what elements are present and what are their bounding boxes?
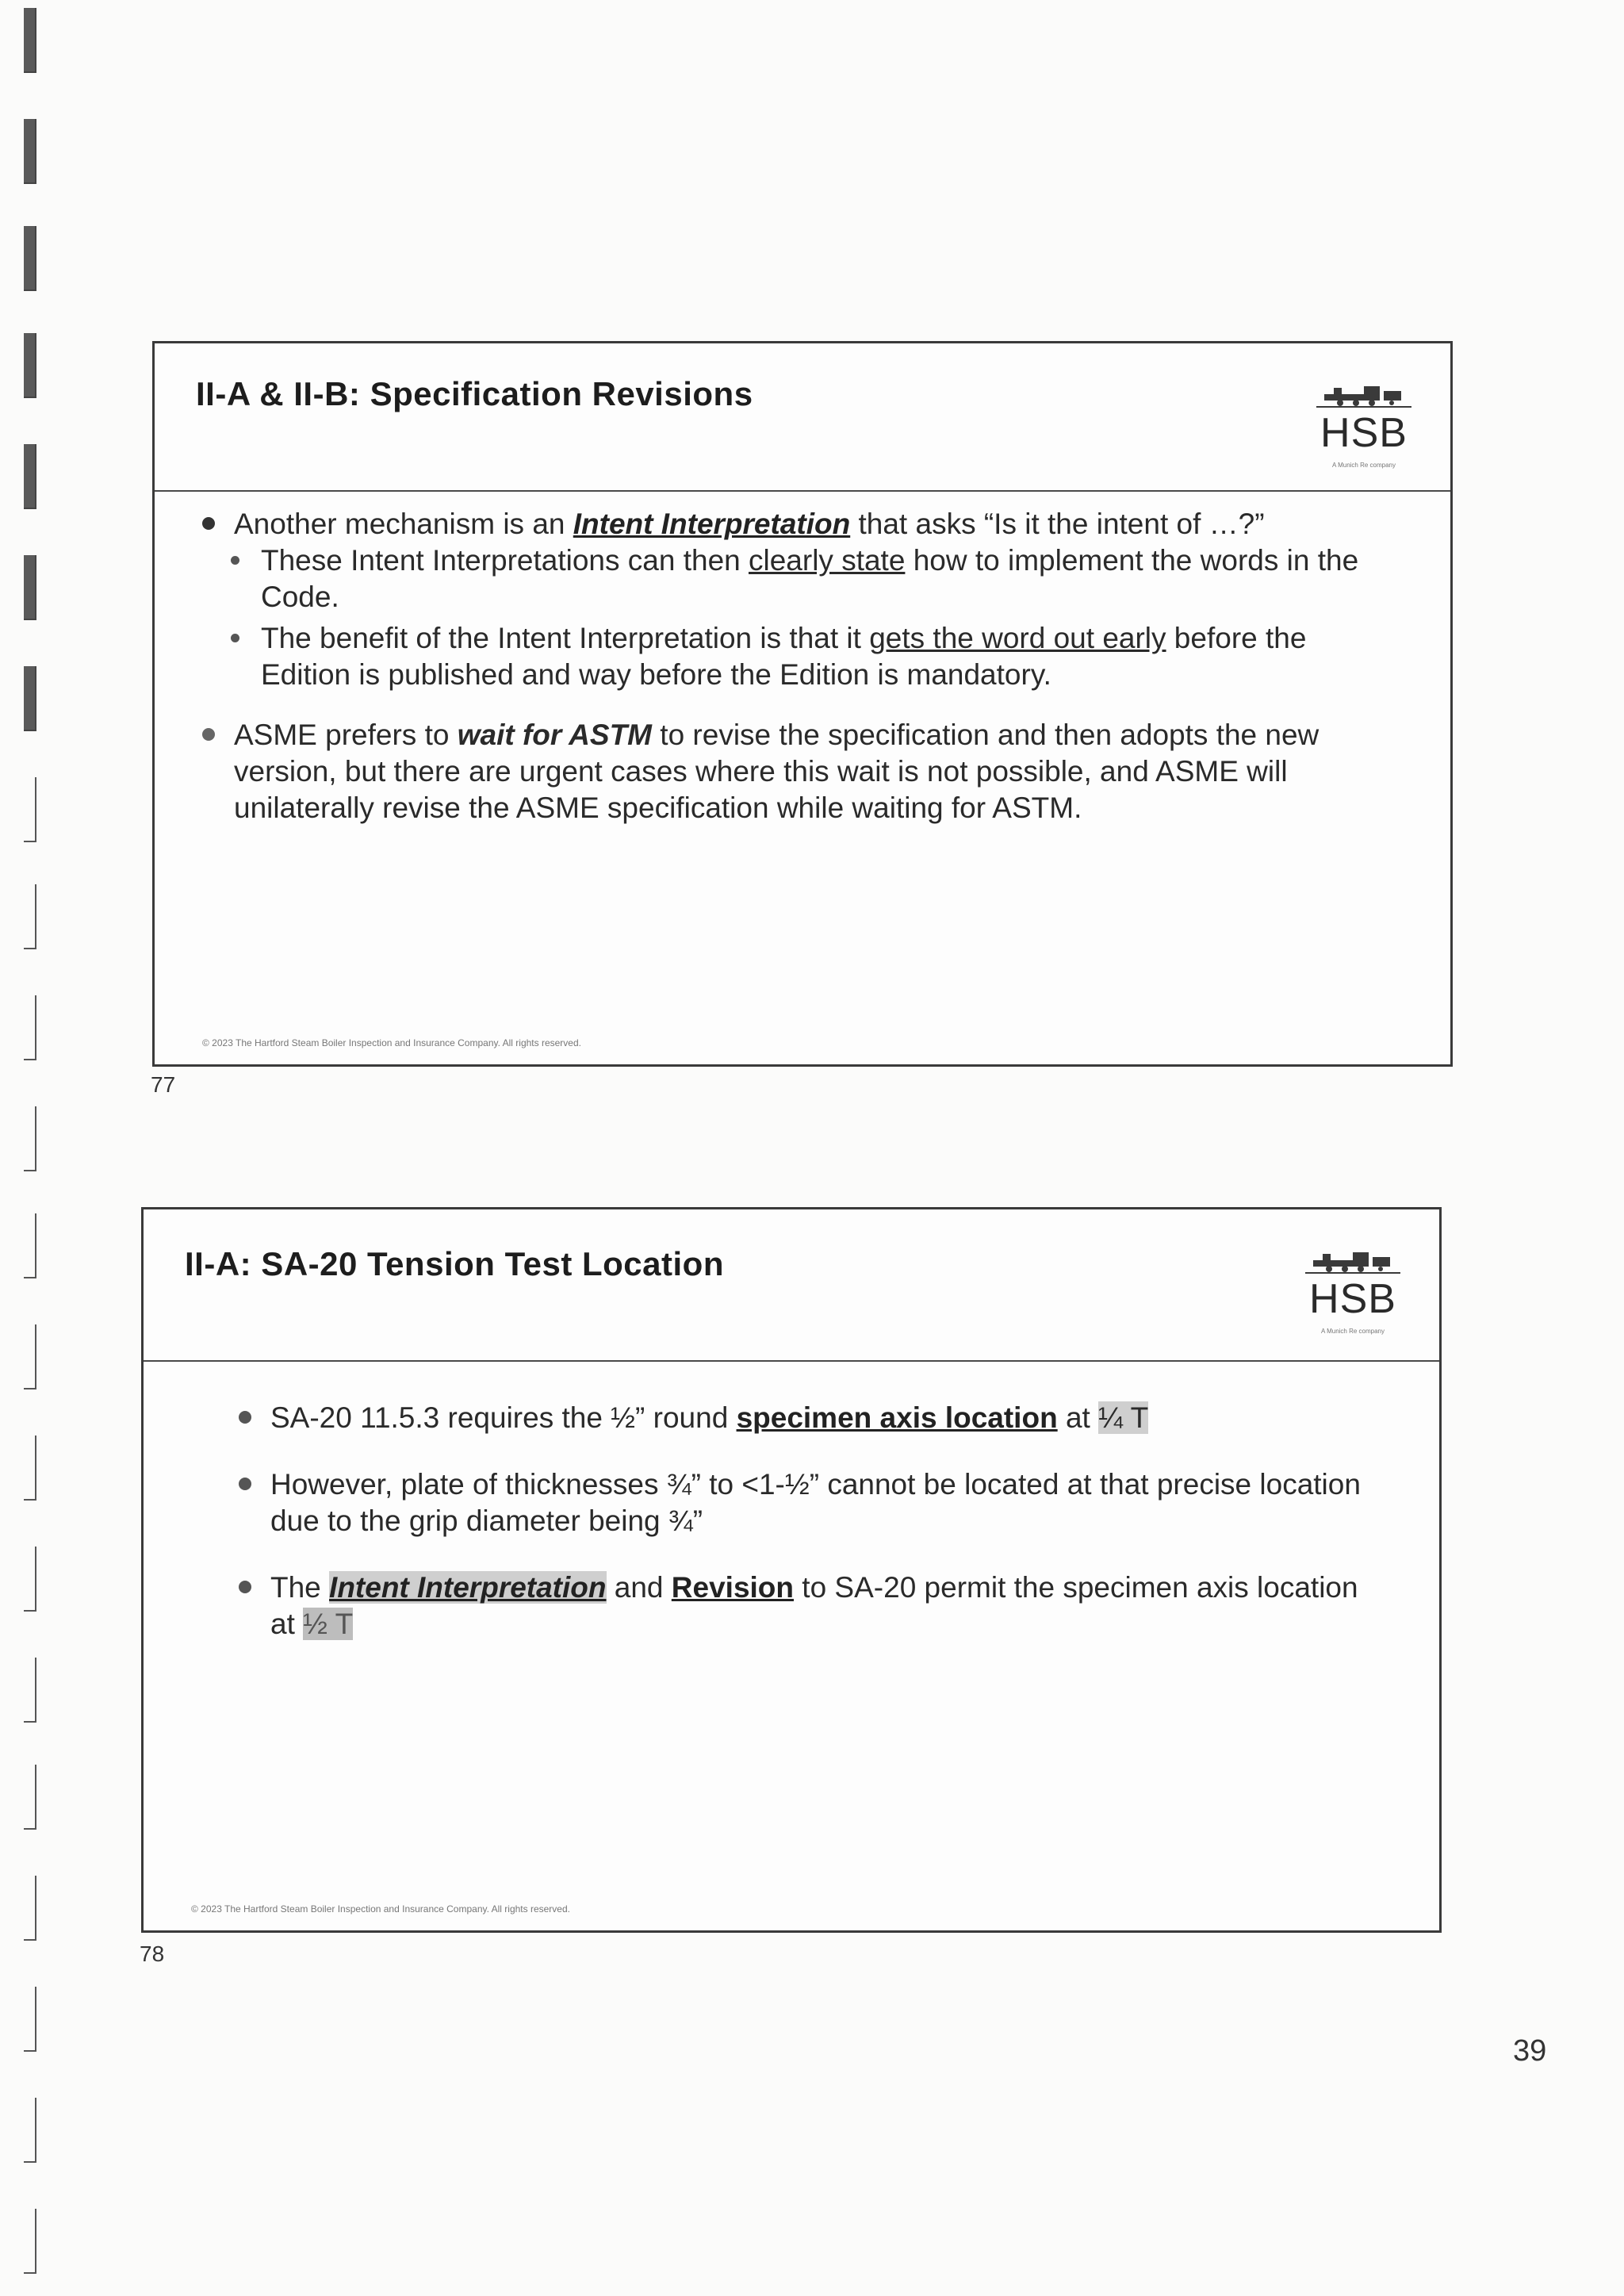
logo-tagline: A Munich Re company bbox=[1320, 1328, 1385, 1335]
bullet-text: The benefit of the Intent Interpretation is that it bbox=[261, 622, 870, 654]
slide-title: II-A: SA-20 Tension Test Location bbox=[185, 1245, 724, 1282]
sub-bullet bbox=[261, 620, 1395, 693]
binding-tab bbox=[24, 444, 36, 509]
bullet-dot bbox=[231, 634, 239, 642]
binding-tab bbox=[24, 1765, 36, 1830]
bullet-text: before the Edition is published and way before the Edition is mandatory. bbox=[261, 622, 1307, 691]
bullet bbox=[270, 1570, 1368, 1642]
bullet-text: to revise the specification and then adopts the new version, but there are urgent cases where this wait is not possible, and ASME will unilaterally revise the ASME specification while waiting for ASTM. bbox=[234, 719, 1320, 824]
bullet-dot bbox=[202, 517, 215, 530]
binding-tab bbox=[24, 1658, 36, 1723]
binding-tab bbox=[24, 2098, 36, 2163]
emphasis-text: Intent Interpretation bbox=[573, 508, 851, 540]
slide-title: II-A & II-B: Specification Revisions bbox=[196, 375, 753, 412]
bullet-text: at bbox=[1057, 1401, 1099, 1434]
bullet bbox=[270, 1466, 1368, 1539]
bullet-dot bbox=[239, 1478, 251, 1490]
binding-tab bbox=[24, 2209, 36, 2274]
bullet-text: However, plate of thicknesses ¾” to <1-½” cannot be located at that precise location due to the grip diameter being ¾” bbox=[270, 1468, 1361, 1537]
highlighted-text: ¼ T bbox=[1098, 1401, 1149, 1434]
binding-edge bbox=[24, 0, 56, 2296]
binding-tab bbox=[24, 666, 36, 731]
locomotive-icon bbox=[1316, 377, 1411, 408]
slide-header bbox=[155, 343, 1450, 492]
slide-78 bbox=[141, 1207, 1442, 1933]
binding-tab bbox=[24, 555, 36, 620]
slide-footer: © 2023 The Hartford Steam Boiler Inspection and Insurance Company. All rights reserved. bbox=[202, 1037, 581, 1048]
underlined-text: Revision bbox=[671, 1571, 795, 1604]
emphasis-text: wait for ASTM bbox=[457, 719, 653, 751]
binding-tab bbox=[24, 884, 36, 949]
slide-footer: © 2023 The Hartford Steam Boiler Inspection and Insurance Company. All rights reserved. bbox=[191, 1903, 570, 1915]
bullet-text: ASME prefers to bbox=[234, 719, 458, 751]
logo-text: HSB bbox=[1320, 410, 1408, 456]
hsb-logo bbox=[1312, 377, 1415, 469]
binding-tab bbox=[24, 1213, 36, 1278]
binding-tab bbox=[24, 1435, 36, 1501]
bullet-text: how to implement the words in the Code. bbox=[261, 544, 1359, 613]
binding-tab bbox=[24, 1547, 36, 1612]
bullet-dot bbox=[231, 556, 239, 565]
binding-tab bbox=[24, 8, 36, 73]
binding-tab bbox=[24, 1876, 36, 1941]
bullet-text: Another mechanism is an bbox=[234, 508, 573, 540]
bullet-dot bbox=[239, 1411, 251, 1424]
bullet-text: The bbox=[270, 1571, 330, 1604]
bullet-dot bbox=[239, 1581, 251, 1593]
bullet bbox=[270, 1400, 1368, 1436]
binding-tab bbox=[24, 1106, 36, 1171]
sub-bullet bbox=[261, 542, 1395, 615]
binding-tab bbox=[24, 333, 36, 398]
binding-tab bbox=[24, 1324, 36, 1389]
binding-tab bbox=[24, 226, 36, 291]
page-number: 39 bbox=[1513, 2034, 1547, 2068]
binding-tab bbox=[24, 119, 36, 184]
slide-header bbox=[144, 1209, 1439, 1362]
underlined-text: specimen axis location bbox=[736, 1401, 1058, 1434]
emphasis-text: Intent Interpretation bbox=[329, 1571, 607, 1604]
binding-tab bbox=[24, 1987, 36, 2052]
slide-number: 77 bbox=[151, 1072, 176, 1097]
bullet bbox=[234, 506, 1395, 542]
binding-tab bbox=[24, 995, 36, 1060]
binding-tab bbox=[24, 777, 36, 842]
logo-tagline: A Munich Re company bbox=[1331, 462, 1396, 469]
bullet-text: that asks “Is it the intent of …?” bbox=[850, 508, 1265, 540]
underlined-text: clearly state bbox=[749, 544, 906, 577]
slide-number: 78 bbox=[140, 1941, 165, 1966]
underlined-text: gets the word out early bbox=[869, 622, 1166, 654]
slide-body bbox=[155, 492, 1450, 826]
logo-text: HSB bbox=[1309, 1276, 1396, 1322]
slide-77 bbox=[152, 341, 1453, 1067]
bullet-dot bbox=[202, 728, 215, 741]
bullet-text: SA-20 11.5.3 requires the ½” round bbox=[270, 1401, 737, 1434]
hsb-logo bbox=[1301, 1243, 1404, 1335]
bullet-text: and bbox=[606, 1571, 672, 1604]
locomotive-icon bbox=[1305, 1243, 1400, 1274]
bullet-text: to SA-20 permit the specimen axis location at bbox=[270, 1571, 1358, 1640]
highlighted-text: ½ T bbox=[303, 1608, 354, 1640]
slide-body bbox=[144, 1362, 1439, 1642]
bullet bbox=[234, 717, 1395, 826]
bullet-text: These Intent Interpretations can then bbox=[261, 544, 749, 577]
